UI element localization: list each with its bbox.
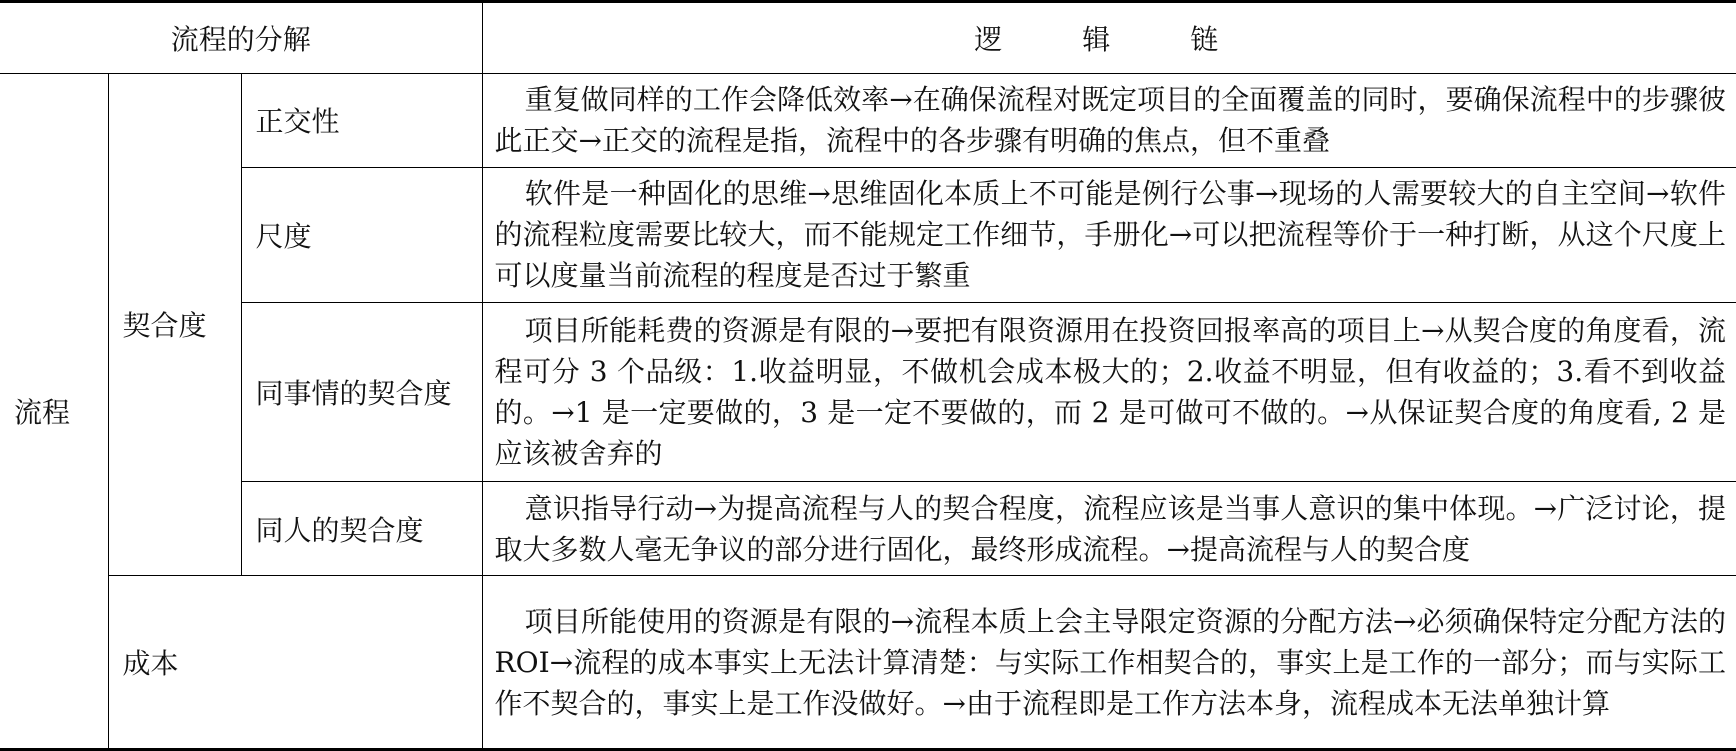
row-label: 同人的契合度 xyxy=(241,481,482,575)
row-description: 项目所能耗费的资源是有限的→要把有限资源用在投资回报率高的项目上→从契合度的角度看，流程可分 3 个品级：1.收益明显，不做机会成本极大的；2.收益不明显，但有收益的；3.看不到收益的。→1 是一定要做的，3 是一定不要做的，而 2 是可做可不做的。→从保证契合度的角度看, 2 是应该被舍弃的 xyxy=(482,302,1736,481)
row-description: 项目所能使用的资源是有限的→流程本质上会主导限定资源的分配方法→必须确保特定分配方法的 ROI→流程的成本事实上无法计算清楚：与实际工作相契合的，事实上是工作的一部分；而与实际工作不契合的，事实上是工作没做好。→由于流程即是工作方法本身，流程成本无法单独计算 xyxy=(482,576,1736,750)
group-cost-cell: 成本 xyxy=(108,576,482,750)
group-fit-cell: 契合度 xyxy=(108,73,241,576)
table-row xyxy=(0,302,1736,481)
row-description: 意识指导行动→为提高流程与人的契合程度，流程应该是当事人意识的集中体现。→广泛讨论，提取大多数人毫无争议的部分进行固化，最终形成流程。→提高流程与人的契合度 xyxy=(482,481,1736,575)
table-row xyxy=(0,73,1736,167)
row-label: 同事情的契合度 xyxy=(241,302,482,481)
row-label: 正交性 xyxy=(241,73,482,167)
table-row xyxy=(0,168,1736,303)
top-category-cell: 流程 xyxy=(0,73,108,749)
row-description: 重复做同样的工作会降低效率→在确保流程对既定项目的全面覆盖的同时，要确保流程中的步骤彼此正交→正交的流程是指，流程中的各步骤有明确的焦点，但不重叠 xyxy=(482,73,1736,167)
header-decomposition: 流程的分解 xyxy=(0,2,482,74)
row-description: 软件是一种固化的思维→思维固化本质上不可能是例行公事→现场的人需要较大的自主空间→软件的流程粒度需要比较大，而不能规定工作细节，手册化→可以把流程等价于一种打断，从这个尺度上可以度量当前流程的程度是否过于繁重 xyxy=(482,168,1736,303)
table-row xyxy=(0,576,1736,750)
header-row xyxy=(0,2,1736,74)
table-row xyxy=(0,481,1736,575)
row-label: 尺度 xyxy=(241,168,482,303)
header-logic-chain: 逻 辑 链 xyxy=(482,2,1736,74)
